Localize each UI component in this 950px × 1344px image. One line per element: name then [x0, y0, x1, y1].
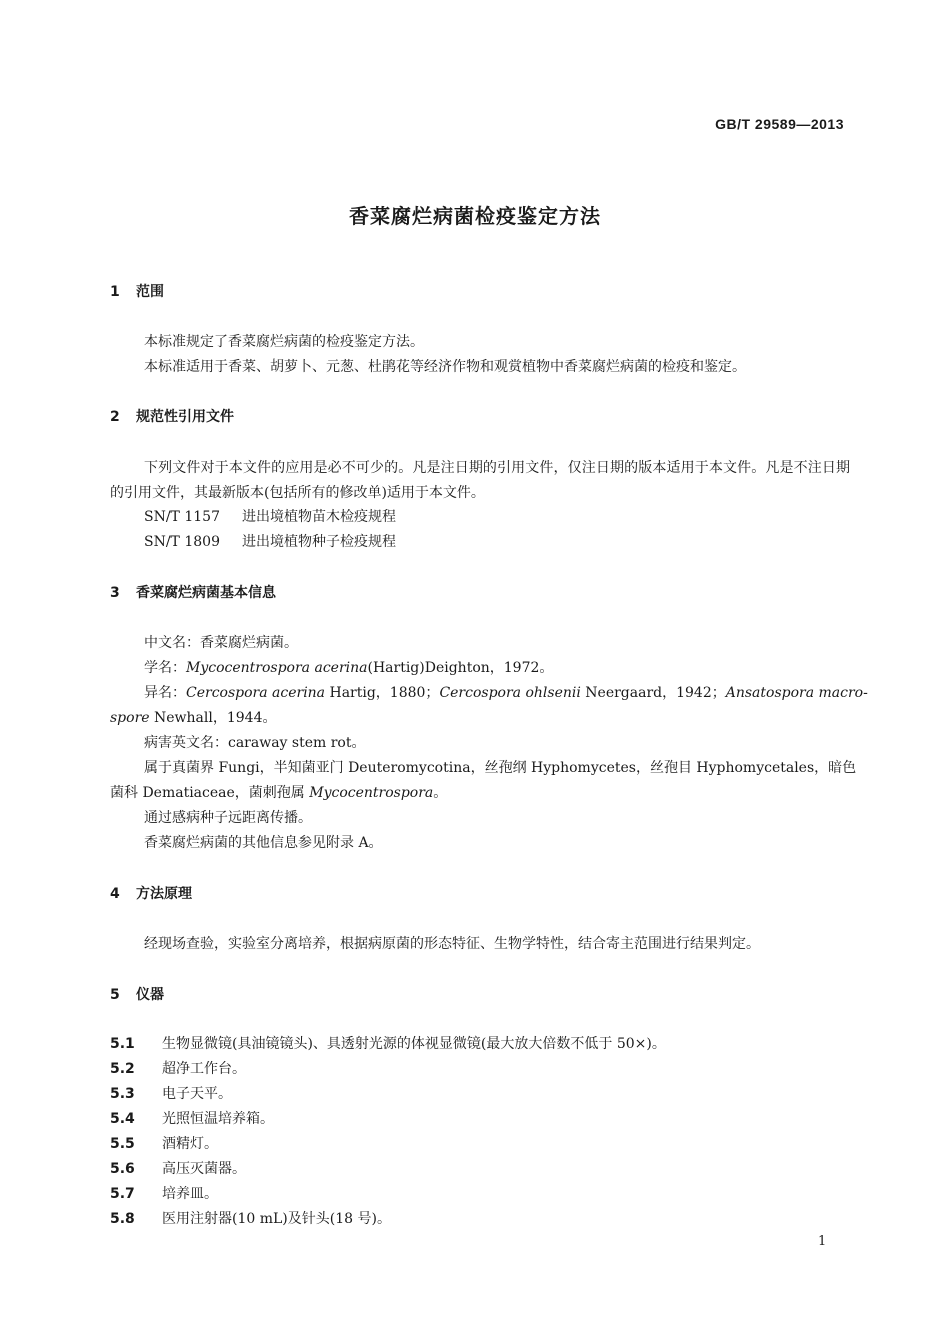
chinese-name: 中文名：香菜腐烂病菌。 [144, 635, 298, 651]
reference-item [144, 531, 396, 551]
item-number: 5.1 [110, 1036, 135, 1052]
section-number: 2 [110, 409, 120, 425]
instrument-item [110, 1108, 274, 1128]
section-title: 仪器 [136, 987, 164, 1003]
section-5-heading [110, 984, 164, 1004]
item-number: 5.3 [110, 1086, 135, 1102]
paragraph: 下列文件对于本文件的应用是必不可少的。凡是注日期的引用文件，仅注日期的版本适用于本文件。凡是不注日期的引用文件，其最新版本(包括所有的修改单)适用于本文件。 [110, 460, 850, 501]
reference-item [144, 506, 396, 526]
item-text: 酒精灯。 [162, 1136, 218, 1152]
section-number: 5 [110, 987, 120, 1003]
reference-title: 进出境植物苗木检疫规程 [242, 509, 396, 525]
instrument-item [110, 1083, 232, 1103]
item-text: 超净工作台。 [162, 1061, 246, 1077]
instrument-item [110, 1208, 391, 1228]
reference-code: SN/T 1157 [144, 509, 220, 525]
page-number: 1 [818, 1234, 827, 1249]
synonyms-cont [110, 707, 276, 727]
english-name: 病害英文名：caraway stem rot。 [144, 735, 366, 751]
item-number: 5.8 [110, 1211, 135, 1227]
taxonomy-end: 。 [433, 785, 448, 801]
standard-code: GB/T 29589—2013 [715, 116, 844, 132]
section-title: 香菜腐烂病菌基本信息 [136, 585, 276, 601]
instrument-item [110, 1133, 218, 1153]
paragraph: 本标准规定了香菜腐烂病菌的检疫鉴定方法。 [144, 334, 424, 350]
item-text: 生物显微镜(具油镜镜头)、具透射光源的体视显微镜(最大放大倍数不低于 50×)。 [162, 1036, 666, 1052]
item-text: 高压灭菌器。 [162, 1161, 246, 1177]
taxonomy: 属于真菌界 Fungi，半知菌亚门 Deuteromycotina，丝孢纲 Hyphomycetes，丝孢目 Hyphomycetales，暗色 [144, 760, 857, 776]
section-title: 方法原理 [136, 886, 192, 902]
instrument-item [110, 1183, 218, 1203]
section-title: 规范性引用文件 [136, 409, 234, 425]
reference-code: SN/T 1809 [144, 534, 220, 550]
reference-title: 进出境植物种子检疫规程 [242, 534, 396, 550]
item-number: 5.2 [110, 1061, 135, 1077]
species-name: Ansatospora macro- [725, 685, 868, 701]
label: 异名： [144, 685, 186, 701]
other-info: 香菜腐烂病菌的其他信息参见附录 A。 [144, 835, 383, 851]
item-text: 医用注射器(10 mL)及针头(18 号)。 [162, 1211, 391, 1227]
section-1-heading [110, 281, 164, 301]
section-title: 范围 [136, 284, 164, 300]
taxonomy-text: 菌科 Dematiaceae，菌刺孢属 [110, 785, 310, 801]
genus-name: Mycocentrospora [309, 785, 434, 801]
label: 学名： [144, 660, 186, 676]
paragraph: 本标准适用于香菜、胡萝卜、元葱、杜鹃花等经济作物和观赏植物中香菜腐烂病菌的检疫和鉴定。 [144, 359, 746, 375]
authority: (Hartig)Deighton，1972。 [367, 660, 554, 676]
item-text: 培养皿。 [162, 1186, 218, 1202]
species-name: Cercospora acerina [186, 685, 326, 701]
instrument-item [110, 1058, 246, 1078]
section-4-heading [110, 883, 192, 903]
paragraph: 经现场查验，实验室分离培养，根据病原菌的形态特征、生物学特性，结合寄主范围进行结果判定。 [144, 936, 760, 952]
item-number: 5.5 [110, 1136, 135, 1152]
item-number: 5.6 [110, 1161, 135, 1177]
item-number: 5.7 [110, 1186, 135, 1202]
authority: Neergaard，1942； [580, 685, 726, 701]
item-text: 电子天平。 [162, 1086, 232, 1102]
scientific-name [144, 657, 553, 677]
taxonomy-cont [110, 782, 447, 802]
instrument-item [110, 1033, 666, 1053]
authority: Newhall，1944。 [149, 710, 277, 726]
species-name: Cercospora ohlsenii [439, 685, 581, 701]
document-title: 香菜腐烂病菌检疫鉴定方法 [349, 204, 601, 228]
instrument-item [110, 1158, 246, 1178]
authority: Hartig，1880； [325, 685, 440, 701]
species-name: spore [110, 710, 150, 726]
section-number: 4 [110, 886, 120, 902]
item-text: 光照恒温培养箱。 [162, 1111, 274, 1127]
species-name: Mycocentrospora acerina [186, 660, 368, 676]
section-number: 3 [110, 585, 120, 601]
spread-info: 通过感病种子远距离传播。 [144, 810, 312, 826]
item-number: 5.4 [110, 1111, 135, 1127]
synonyms [144, 682, 868, 702]
section-2-heading [110, 406, 234, 426]
section-number: 1 [110, 284, 120, 300]
section-3-heading [110, 582, 276, 602]
